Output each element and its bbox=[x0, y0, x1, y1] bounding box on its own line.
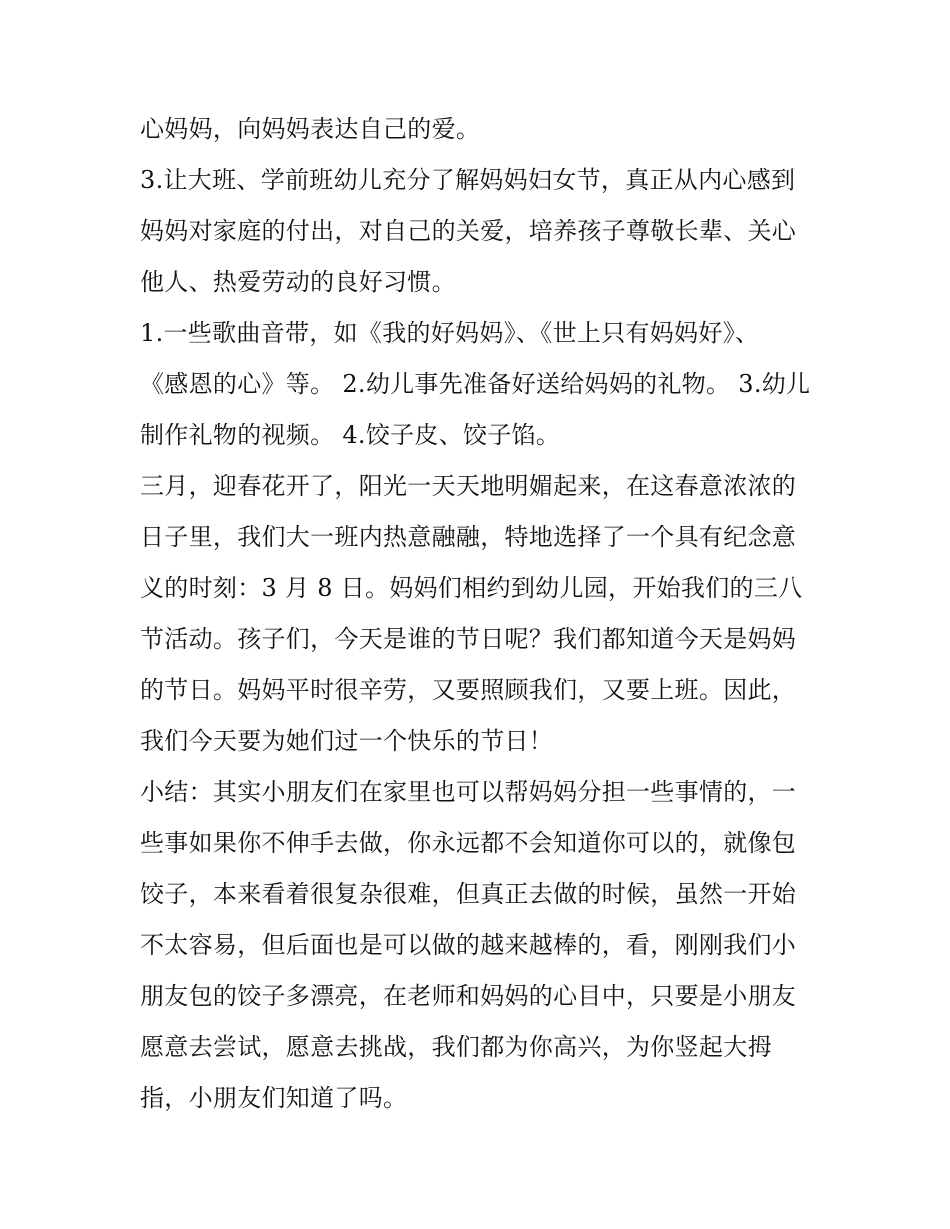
text-line: 他人、热爱劳动的良好习惯。 bbox=[140, 268, 456, 296]
text-line: 我们今天要为她们过一个快乐的节日！ bbox=[140, 727, 554, 755]
text-line: 指，小朋友们知道了吗。 bbox=[140, 1084, 408, 1112]
text-line: 1.一些歌曲音带，如《我的好妈妈》、《世上只有妈妈好》、 bbox=[140, 319, 760, 347]
text-line: 制作礼物的视频。 4.饺子皮、饺子馅。 bbox=[140, 421, 561, 449]
text-line: 日子里，我们大一班内热意融融，特地选择了一个具有纪念意 bbox=[140, 523, 797, 551]
text-line: 愿意去尝试，愿意去挑战，我们都为你高兴，为你竖起大拇 bbox=[140, 1033, 772, 1061]
text-line: 的节日。妈妈平时很辛劳，又要照顾我们，又要上班。因此， bbox=[140, 676, 797, 704]
text-line: 些事如果你不伸手去做，你永远都不会知道你可以的，就像包 bbox=[140, 829, 797, 857]
text-line: 不太容易，但后面也是可以做的越来越棒的，看，刚刚我们小 bbox=[140, 931, 797, 959]
text-line: 饺子，本来看着很复杂很难，但真正去做的时候，虽然一开始 bbox=[140, 880, 797, 908]
text-line: 三月，迎春花开了，阳光一天天地明媚起来，在这春意浓浓的 bbox=[140, 472, 797, 500]
text-line: 《感恩的心》等。 2.幼儿事先准备好送给妈妈的礼物。 3.幼儿 bbox=[140, 370, 811, 398]
text-line: 3.让大班、学前班幼儿充分了解妈妈妇女节，真正从内心感到 bbox=[140, 166, 796, 194]
text-line: 妈妈对家庭的付出，对自己的关爱，培养孩子尊敬长辈、关心 bbox=[140, 217, 797, 245]
document-body bbox=[140, 104, 820, 1124]
text-line: 心妈妈，向妈妈表达自己的爱。 bbox=[140, 115, 481, 143]
text-line: 小结：其实小朋友们在家里也可以帮妈妈分担一些事情的，一 bbox=[140, 778, 797, 806]
text-line: 义的时刻：3 月 8 日。妈妈们相约到幼儿园，开始我们的三八 bbox=[140, 574, 803, 602]
text-line: 节活动。孩子们，今天是谁的节日呢？我们都知道今天是妈妈 bbox=[140, 625, 797, 653]
text-line: 朋友包的饺子多漂亮，在老师和妈妈的心目中，只要是小朋友 bbox=[140, 982, 797, 1010]
